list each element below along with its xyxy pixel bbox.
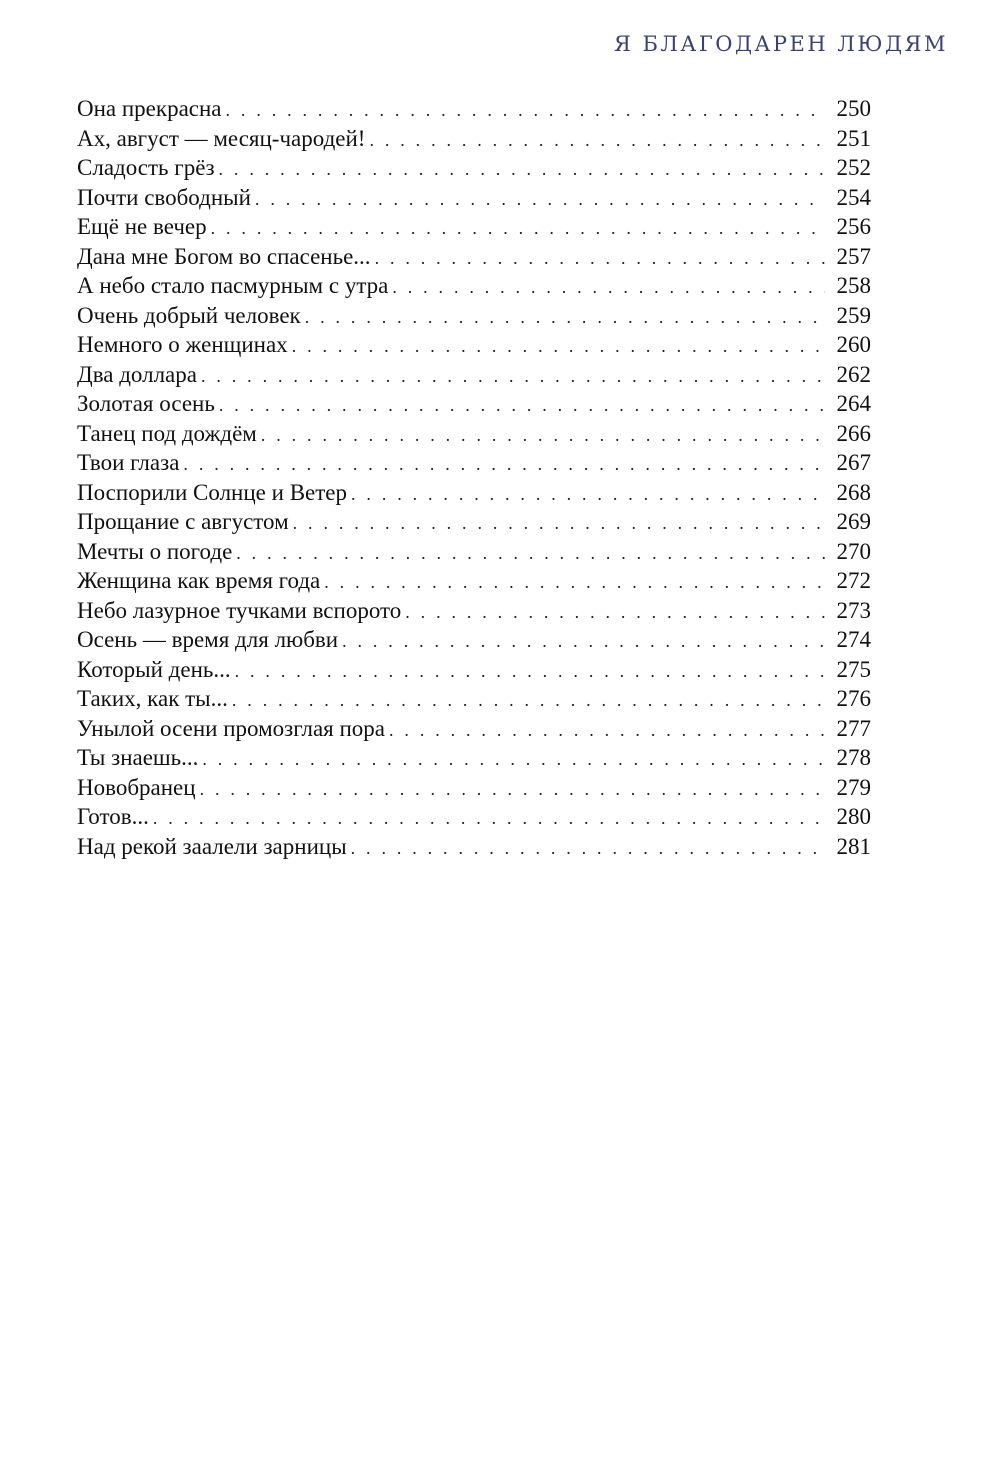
toc-dot-leader bbox=[342, 627, 825, 657]
toc-entry-title: Женщина как время года bbox=[77, 568, 321, 593]
toc-entry-title: А небо стало пасмурным с утра bbox=[77, 273, 389, 298]
toc-entry-title: Который день... bbox=[77, 656, 231, 682]
toc-entry-title: Два доллара bbox=[77, 361, 197, 387]
toc-entry bbox=[77, 566, 871, 596]
toc-dot-leader bbox=[219, 391, 825, 421]
toc-entry-title: Поспорили Солнце и Ветер bbox=[77, 479, 348, 505]
toc-dot-leader bbox=[183, 450, 825, 480]
toc-entry-page: 259 bbox=[836, 302, 871, 328]
toc-dot-leader bbox=[200, 775, 825, 805]
toc-dot-leader bbox=[202, 745, 825, 775]
toc-entry-title: Небо лазурное тучками вспорото bbox=[77, 597, 402, 623]
toc-entry-title: Осень — время для любви bbox=[77, 627, 339, 652]
toc-entry-page: 257 bbox=[836, 243, 871, 269]
toc-dot-leader bbox=[153, 804, 825, 834]
toc-entry-page: 258 bbox=[836, 273, 871, 298]
toc-dot-leader bbox=[236, 539, 825, 569]
toc-entry bbox=[77, 212, 871, 242]
toc-entry-page: 277 bbox=[836, 715, 871, 741]
toc-dot-leader bbox=[405, 598, 825, 628]
toc-entry-page: 262 bbox=[836, 361, 871, 387]
toc-entry bbox=[77, 625, 871, 655]
toc-entry-title: Готов... bbox=[77, 804, 149, 829]
toc-entry-page: 252 bbox=[836, 155, 871, 180]
toc-entry-title: Сладость грёз bbox=[77, 155, 215, 180]
toc-entry-title: Танец под дождём bbox=[77, 420, 257, 446]
toc-dot-leader bbox=[351, 480, 825, 510]
toc-entry-page: 266 bbox=[836, 420, 871, 446]
running-header-title: Я БЛАГОДАРЕН ЛЮДЯМ bbox=[613, 32, 948, 56]
toc-entry bbox=[77, 743, 871, 773]
toc-entry-title: Таких, как ты... bbox=[77, 686, 228, 711]
toc-dot-leader bbox=[324, 568, 825, 598]
toc-entry bbox=[77, 301, 871, 331]
toc-entry-page: 274 bbox=[836, 627, 871, 652]
toc-entry bbox=[77, 360, 871, 390]
toc-entry bbox=[77, 537, 871, 567]
toc-entry-page: 280 bbox=[836, 804, 871, 829]
toc-entry-title: Ах, август — месяц-чародей! bbox=[77, 125, 366, 151]
toc-entry-title: Дана мне Богом во спасенье... bbox=[77, 243, 371, 269]
toc-dot-leader bbox=[293, 509, 825, 539]
toc-entry-page: 267 bbox=[836, 450, 871, 475]
toc-dot-leader bbox=[369, 126, 825, 156]
toc-entry bbox=[77, 183, 871, 213]
toc-entry bbox=[77, 419, 871, 449]
toc-entry bbox=[77, 330, 871, 360]
toc-dot-leader bbox=[235, 657, 825, 687]
toc-entry-title: Золотая осень bbox=[77, 391, 215, 416]
toc-entry-title: Унылой осени промозглая пора bbox=[77, 715, 386, 741]
toc-entry-page: 278 bbox=[836, 745, 871, 770]
toc-dot-leader bbox=[351, 834, 825, 864]
toc-entry-title: Прощание с августом bbox=[77, 509, 289, 534]
toc-entry-page: 250 bbox=[836, 96, 871, 121]
toc-dot-leader bbox=[232, 686, 825, 716]
toc-dot-leader bbox=[219, 155, 825, 185]
toc-entry-title: Новобранец bbox=[77, 774, 196, 800]
toc-dot-leader bbox=[305, 303, 825, 333]
toc-dot-leader bbox=[389, 716, 825, 746]
toc-entry-page: 275 bbox=[836, 656, 871, 682]
toc-entry-title: Немного о женщинах bbox=[77, 332, 288, 357]
toc-entry bbox=[77, 507, 871, 537]
toc-dot-leader bbox=[392, 273, 825, 303]
toc-dot-leader bbox=[201, 362, 825, 392]
toc-dot-leader bbox=[375, 244, 825, 274]
toc-entry-title: Мечты о погоде bbox=[77, 538, 233, 564]
toc-entry bbox=[77, 124, 871, 154]
toc-dot-leader bbox=[292, 332, 825, 362]
toc-entry-title: Она прекрасна bbox=[77, 96, 222, 121]
toc-entry-page: 256 bbox=[836, 214, 871, 239]
toc-entry-page: 260 bbox=[836, 332, 871, 357]
toc-entry-page: 251 bbox=[836, 125, 871, 151]
toc-entry-page: 281 bbox=[836, 833, 871, 859]
toc-entry-page: 264 bbox=[836, 391, 871, 416]
toc-dot-leader bbox=[226, 96, 825, 126]
toc-entry-page: 272 bbox=[836, 568, 871, 593]
toc-entry bbox=[77, 389, 871, 419]
toc-entry-page: 276 bbox=[836, 686, 871, 711]
toc-entry-page: 269 bbox=[836, 509, 871, 534]
toc-entry-page: 254 bbox=[836, 184, 871, 210]
toc-entry-title: Ты знаешь... bbox=[77, 745, 199, 770]
toc-dot-leader bbox=[261, 421, 825, 451]
toc-entry-title: Очень добрый человек bbox=[77, 302, 301, 328]
toc-dot-leader bbox=[255, 185, 825, 215]
toc-entry-title: Над рекой заалели зарницы bbox=[77, 833, 347, 859]
toc-entry-title: Твои глаза bbox=[77, 450, 180, 475]
toc-entry bbox=[77, 153, 871, 183]
toc-entry bbox=[77, 271, 871, 301]
toc-entry bbox=[77, 773, 871, 803]
toc-entry-page: 273 bbox=[836, 597, 871, 623]
toc-entry bbox=[77, 478, 871, 508]
toc-entry-page: 270 bbox=[836, 538, 871, 564]
toc-entry bbox=[77, 448, 871, 478]
toc-entry-title: Почти свободный bbox=[77, 184, 251, 210]
toc-entry-title: Ещё не вечер bbox=[77, 214, 207, 239]
table-of-contents bbox=[77, 94, 871, 861]
toc-entry bbox=[77, 832, 871, 862]
toc-entry-page: 279 bbox=[836, 774, 871, 800]
toc-entry bbox=[77, 94, 871, 124]
toc-entry bbox=[77, 596, 871, 626]
toc-entry bbox=[77, 802, 871, 832]
toc-entry bbox=[77, 714, 871, 744]
toc-entry-page: 268 bbox=[836, 479, 871, 505]
toc-dot-leader bbox=[211, 214, 825, 244]
toc-entry bbox=[77, 242, 871, 272]
toc-entry bbox=[77, 684, 871, 714]
toc-entry bbox=[77, 655, 871, 685]
